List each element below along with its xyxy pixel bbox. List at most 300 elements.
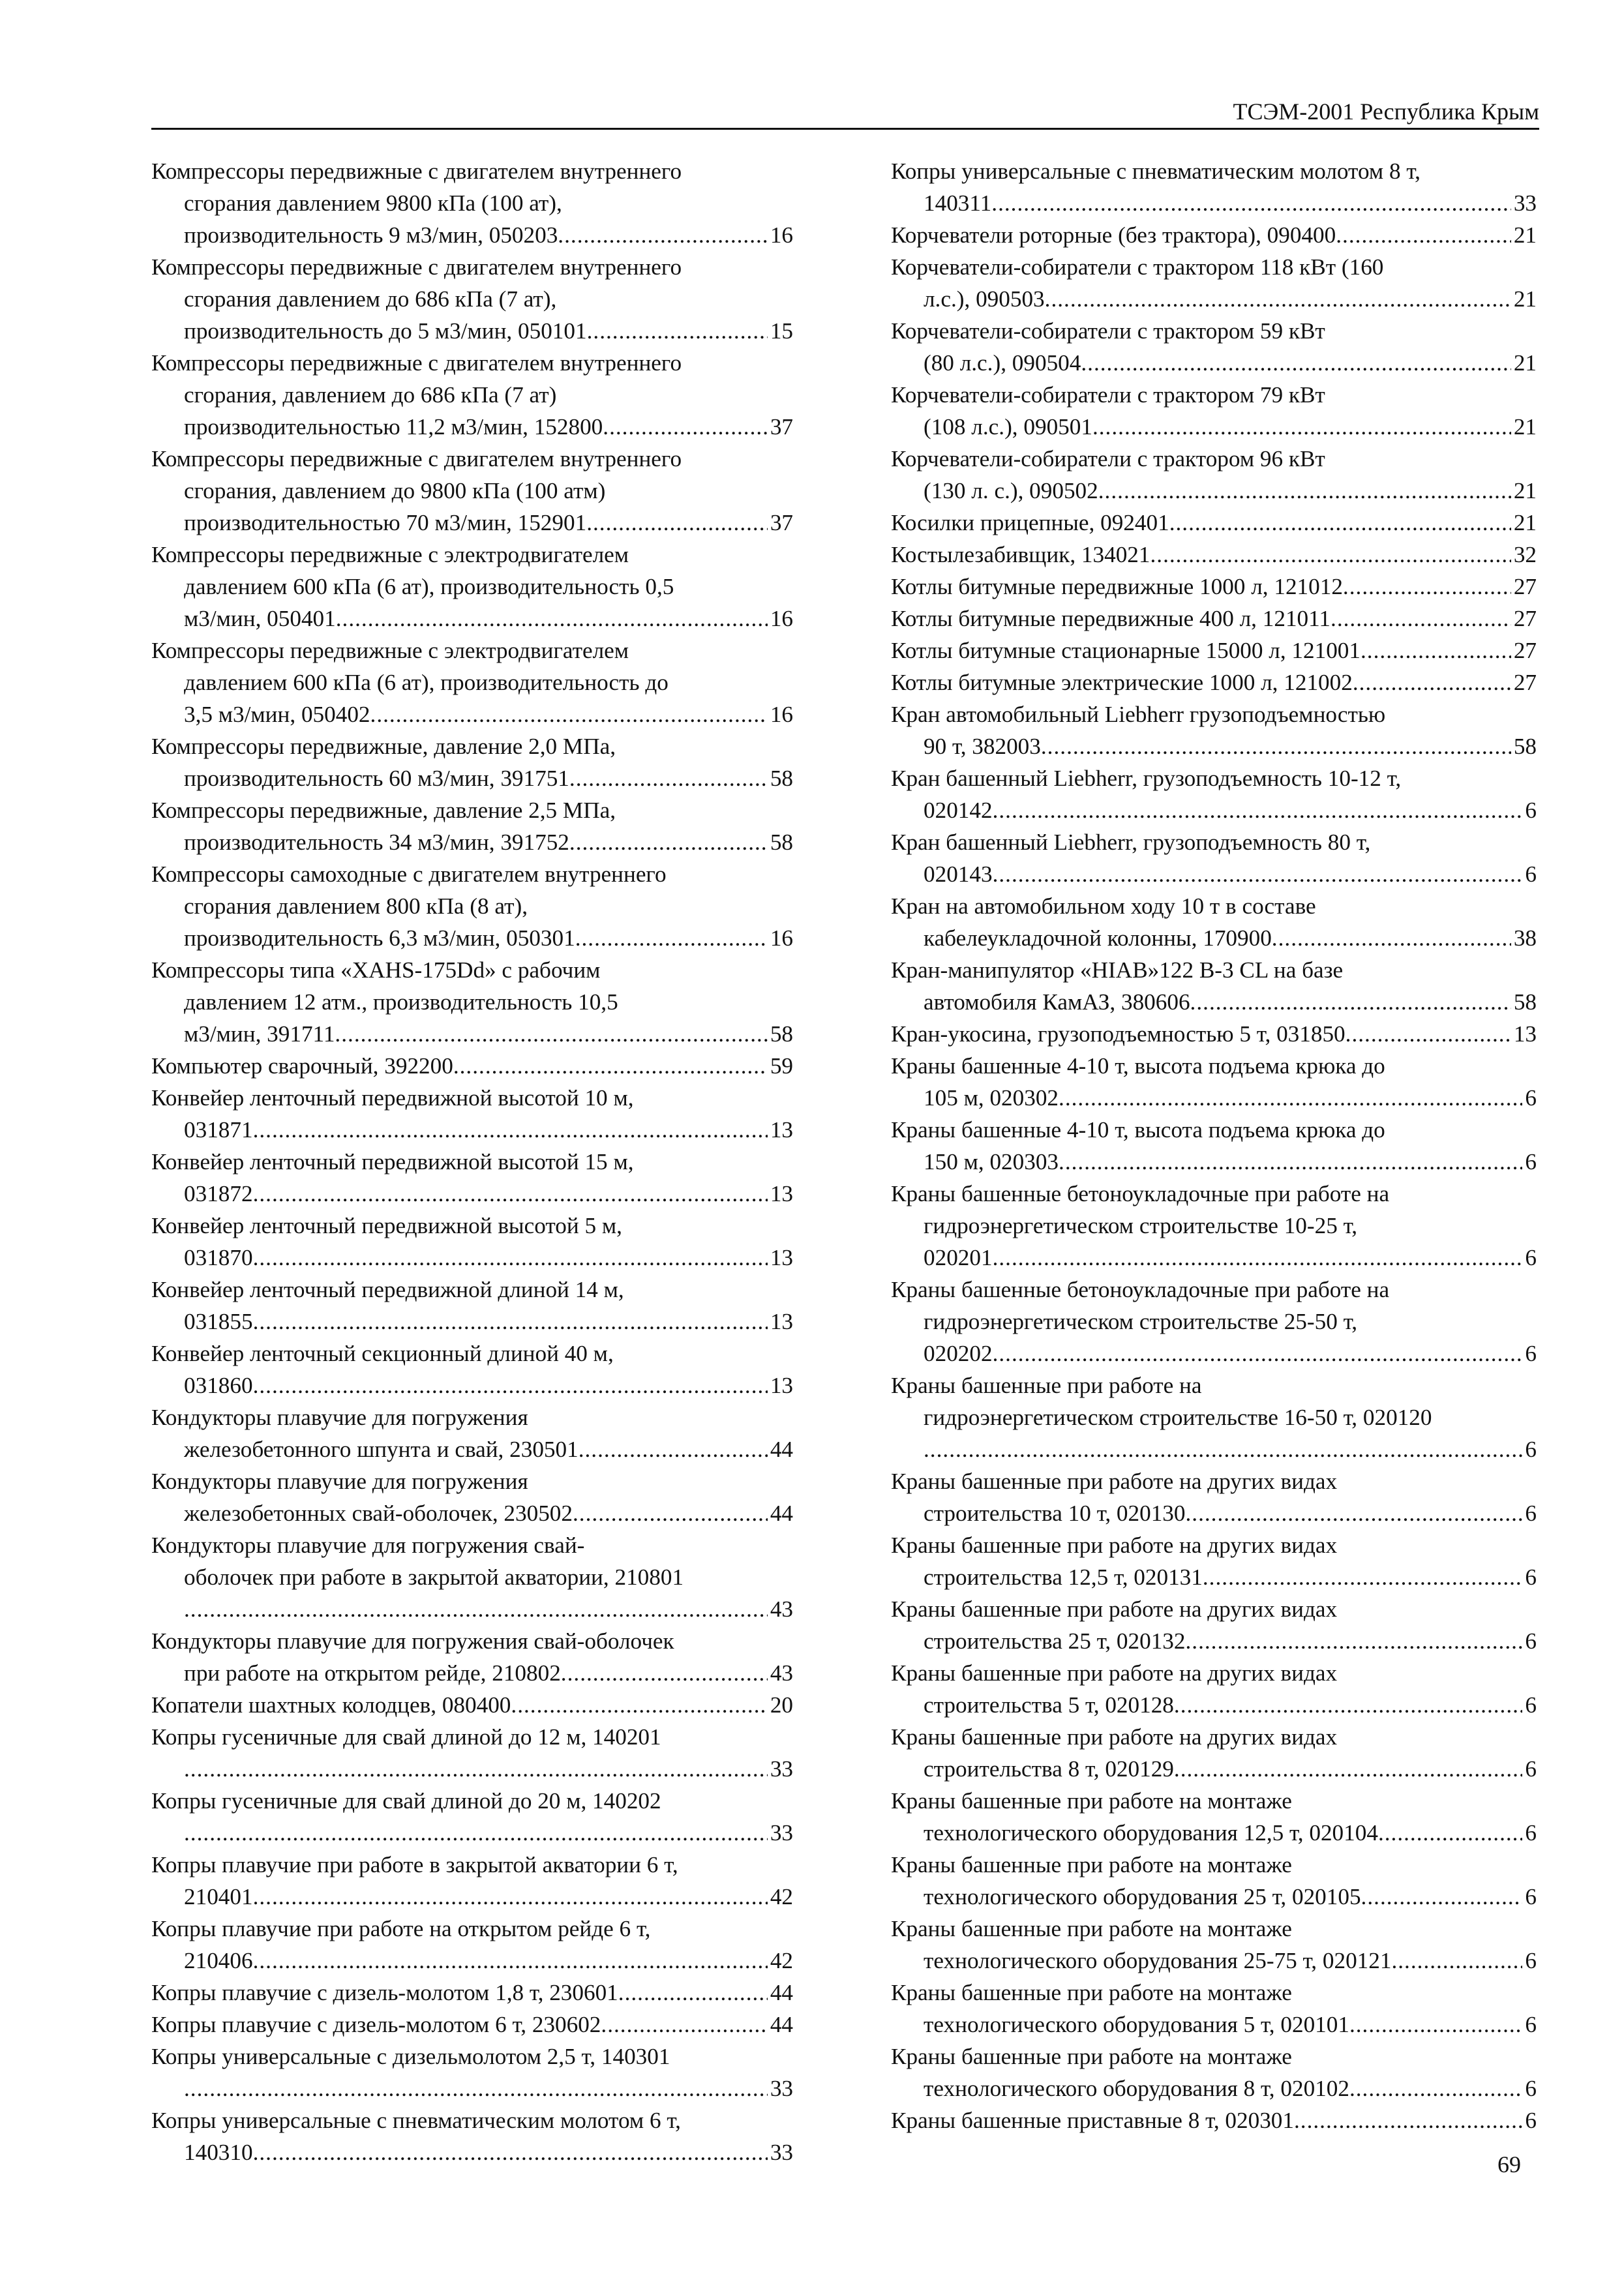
entry-text: Корчеватели роторные (без трактора), 090400 bbox=[891, 222, 1336, 248]
entry-page-number: 27 bbox=[1513, 670, 1537, 695]
dot-leader bbox=[184, 2072, 768, 2104]
entry-line: Компрессоры передвижные, давление 2,5 МПа, bbox=[151, 798, 616, 823]
entry-line: Копры универсальные с пневматическим молотом 8 т, bbox=[891, 158, 1421, 184]
dot-leader bbox=[1331, 603, 1511, 635]
index-entry bbox=[891, 1913, 1537, 1977]
entry-last-line bbox=[151, 1178, 793, 1210]
entry-last-line bbox=[891, 187, 1537, 219]
entry-last-line bbox=[891, 1433, 1537, 1465]
entry-line: Копры гусеничные для свай длиной до 12 м, 140201 bbox=[151, 1724, 661, 1750]
entry-line: Кран автомобильный Liebherr грузоподъемностью bbox=[891, 702, 1386, 727]
dot-leader bbox=[991, 187, 1511, 219]
entry-last-line bbox=[151, 1977, 793, 2009]
dot-leader bbox=[573, 1497, 768, 1529]
index-entry bbox=[891, 1465, 1537, 1529]
dot-leader bbox=[1098, 475, 1511, 507]
entry-text: м3/мин, 391711 bbox=[184, 1021, 335, 1047]
index-entry bbox=[151, 1050, 793, 1082]
entry-page-number: 42 bbox=[770, 1884, 793, 1909]
dot-leader bbox=[558, 219, 768, 251]
entry-line: сгорания, давлением до 9800 кПа (100 атм) bbox=[184, 478, 606, 503]
entry-page-number: 6 bbox=[1525, 1501, 1537, 1526]
entry-line: Кран на автомобильном ходу 10 т в составе bbox=[891, 893, 1316, 919]
entry-text: Котлы битумные электрические 1000 л, 121002 bbox=[891, 670, 1353, 695]
entry-page-number: 6 bbox=[1525, 1085, 1537, 1111]
entry-line: Компрессоры передвижные с двигателем внутреннего bbox=[151, 350, 682, 376]
index-entry bbox=[891, 507, 1537, 539]
entry-text: 3,5 м3/мин, 050402 bbox=[184, 702, 370, 727]
index-entry bbox=[151, 539, 793, 635]
entry-last-line bbox=[891, 2104, 1537, 2136]
index-entry bbox=[151, 1210, 793, 1274]
dot-leader bbox=[336, 603, 768, 635]
dot-leader bbox=[335, 1018, 767, 1050]
page-header bbox=[151, 94, 1539, 130]
dot-leader bbox=[569, 826, 768, 858]
dot-leader bbox=[184, 1593, 768, 1625]
entry-text: Копатели шахтных колодцев, 080400 bbox=[151, 1692, 511, 1718]
entry-last-line bbox=[151, 2009, 793, 2041]
entry-line: Копры универсальные с дизельмолотом 2,5 т, 140301 bbox=[151, 2044, 670, 2069]
entry-page-number: 6 bbox=[1525, 861, 1537, 887]
entry-last-line bbox=[891, 1625, 1537, 1657]
entry-page-number: 6 bbox=[1525, 1341, 1537, 1366]
entry-line: Краны башенные при работе на монтаже bbox=[891, 1852, 1292, 1878]
index-entry bbox=[151, 794, 793, 858]
index-entry bbox=[891, 2104, 1537, 2136]
index-entry bbox=[891, 1721, 1537, 1785]
index-entry bbox=[151, 251, 793, 347]
entry-page-number: 33 bbox=[1513, 190, 1537, 216]
index-entry bbox=[151, 1082, 793, 1146]
entry-page-number: 20 bbox=[770, 1692, 793, 1718]
dot-leader bbox=[1174, 1689, 1523, 1721]
entry-text: 031871 bbox=[184, 1117, 253, 1143]
entry-page-number: 13 bbox=[770, 1181, 793, 1206]
entry-last-line bbox=[151, 1497, 793, 1529]
entry-text: 031870 bbox=[184, 1245, 253, 1270]
dot-leader bbox=[370, 698, 768, 730]
index-entry bbox=[151, 155, 793, 251]
entry-line: Компрессоры передвижные с электродвигателем bbox=[151, 638, 629, 663]
entry-last-line bbox=[891, 1018, 1537, 1050]
index-entry bbox=[151, 730, 793, 794]
index-entry bbox=[891, 1977, 1537, 2041]
index-column-left bbox=[151, 155, 793, 2168]
index-entry bbox=[151, 858, 793, 954]
dot-leader bbox=[1059, 1082, 1522, 1114]
entry-last-line bbox=[151, 411, 793, 443]
entry-line: гидроэнергетическом строительстве 16-50 т, 020120 bbox=[924, 1405, 1432, 1430]
entry-last-line bbox=[151, 507, 793, 539]
entry-last-line bbox=[151, 315, 793, 347]
dot-leader bbox=[253, 1306, 768, 1338]
entry-line: Краны башенные при работе на монтаже bbox=[891, 1916, 1292, 1941]
entry-text: технологического оборудования 8 т, 020102 bbox=[924, 2076, 1349, 2101]
entry-last-line bbox=[891, 603, 1537, 635]
entry-line: сгорания давлением до 686 кПа (7 ат), bbox=[184, 286, 557, 312]
entry-last-line bbox=[151, 1306, 793, 1338]
entry-line: Кран башенный Liebherr, грузоподъемность 80 т, bbox=[891, 830, 1371, 855]
dot-leader bbox=[1174, 1753, 1523, 1785]
entry-last-line bbox=[891, 539, 1537, 571]
dot-leader bbox=[993, 1242, 1523, 1274]
entry-line: сгорания давлением 9800 кПа (100 ат), bbox=[184, 190, 562, 216]
entry-last-line bbox=[151, 219, 793, 251]
entry-page-number: 27 bbox=[1513, 638, 1537, 663]
dot-leader bbox=[1272, 922, 1511, 954]
entry-line: Кран-манипулятор «HIAB»122 В-3 CL на базе bbox=[891, 957, 1344, 983]
entry-text: технологического оборудования 25 т, 020105 bbox=[924, 1884, 1361, 1909]
entry-last-line bbox=[891, 283, 1537, 315]
dot-leader bbox=[1081, 347, 1511, 379]
entry-page-number: 21 bbox=[1513, 414, 1537, 440]
index-entry bbox=[891, 379, 1537, 443]
entry-page-number: 6 bbox=[1525, 2076, 1537, 2101]
entry-last-line bbox=[891, 1242, 1537, 1274]
entry-page-number: 59 bbox=[770, 1053, 793, 1079]
dot-leader bbox=[561, 1657, 768, 1689]
index-entry bbox=[891, 635, 1537, 666]
entry-last-line bbox=[151, 1050, 793, 1082]
dot-leader bbox=[1378, 1817, 1522, 1849]
entry-text: 140311 bbox=[924, 190, 992, 216]
index-entry bbox=[151, 1849, 793, 1913]
dot-leader bbox=[601, 2009, 767, 2041]
dot-leader bbox=[453, 1050, 768, 1082]
index-entry bbox=[151, 1529, 793, 1625]
entry-text: строительства 12,5 т, 020131 bbox=[924, 1564, 1203, 1590]
entry-page-number: 58 bbox=[770, 830, 793, 855]
entry-last-line bbox=[151, 922, 793, 954]
entry-text: 031855 bbox=[184, 1309, 253, 1334]
dot-leader bbox=[1150, 539, 1511, 571]
entry-last-line bbox=[891, 635, 1537, 666]
entry-text: производительность 34 м3/мин, 391752 bbox=[184, 830, 569, 855]
dot-leader bbox=[1361, 635, 1511, 666]
entry-page-number: 33 bbox=[770, 2140, 793, 2165]
entry-text: технологического оборудования 25-75 т, 020121 bbox=[924, 1948, 1392, 1973]
dot-leader bbox=[1059, 1146, 1522, 1178]
entry-line: Конвейер ленточный передвижной высотой 15 м, bbox=[151, 1149, 634, 1174]
entry-last-line bbox=[151, 1881, 793, 1913]
entry-text: производительностью 11,2 м3/мин, 152800 bbox=[184, 414, 603, 440]
entry-line: Краны башенные при работе на других видах bbox=[891, 1596, 1338, 1622]
entry-line: Краны башенные бетоноукладочные при работе на bbox=[891, 1181, 1390, 1206]
index-entry bbox=[151, 2104, 793, 2168]
dot-leader bbox=[253, 1242, 768, 1274]
entry-last-line bbox=[891, 219, 1537, 251]
entry-line: Компрессоры типа «XAHS-175Dd» с рабочим bbox=[151, 957, 601, 983]
entry-line: Краны башенные 4-10 т, высота подъема крюка до bbox=[891, 1053, 1385, 1079]
entry-page-number: 38 bbox=[1513, 925, 1537, 951]
entry-line: Конвейер ленточный передвижной высотой 5 м, bbox=[151, 1213, 622, 1238]
entry-page-number: 44 bbox=[770, 2012, 793, 2037]
index-entry bbox=[891, 1657, 1537, 1721]
entry-text: строительства 8 т, 020129 bbox=[924, 1756, 1174, 1782]
entry-last-line bbox=[151, 1433, 793, 1465]
entry-line: Краны башенные бетоноукладочные при работе на bbox=[891, 1277, 1390, 1302]
entry-last-line bbox=[891, 411, 1537, 443]
dot-leader bbox=[1361, 1881, 1523, 1913]
entry-last-line bbox=[151, 826, 793, 858]
entry-last-line bbox=[151, 698, 793, 730]
entry-page-number: 15 bbox=[770, 318, 793, 344]
entry-text: производительность до 5 м3/мин, 050101 bbox=[184, 318, 587, 344]
entry-page-number: 16 bbox=[770, 702, 793, 727]
entry-text: (80 л.с.), 090504 bbox=[924, 350, 1081, 376]
index-entry bbox=[891, 539, 1537, 571]
dot-leader bbox=[1346, 1018, 1511, 1050]
entry-text: строительства 5 т, 020128 bbox=[924, 1692, 1174, 1718]
index-entry bbox=[151, 443, 793, 539]
entry-last-line bbox=[151, 1369, 793, 1401]
entry-text: кабелеукладочной колонны, 170900 bbox=[924, 925, 1272, 951]
index-entry bbox=[151, 1913, 793, 1977]
index-entry bbox=[891, 1849, 1537, 1913]
entry-text: строительства 25 т, 020132 bbox=[924, 1628, 1186, 1654]
entry-page-number: 13 bbox=[770, 1373, 793, 1398]
index-entry bbox=[891, 603, 1537, 635]
entry-last-line bbox=[891, 986, 1537, 1018]
entry-last-line bbox=[151, 2072, 793, 2104]
entry-text: производительность 6,3 м3/мин, 050301 bbox=[184, 925, 575, 951]
index-entry bbox=[151, 1274, 793, 1338]
dot-leader bbox=[1169, 507, 1511, 539]
entry-page-number: 43 bbox=[770, 1660, 793, 1686]
entry-line: Краны башенные 4-10 т, высота подъема крюка до bbox=[891, 1117, 1385, 1143]
entry-page-number: 58 bbox=[1513, 734, 1537, 759]
dot-leader bbox=[1294, 2104, 1522, 2136]
entry-text: Костылезабивщик, 134021 bbox=[891, 542, 1150, 567]
entry-last-line bbox=[891, 1881, 1537, 1913]
entry-text: л.с.), 090503 bbox=[924, 286, 1045, 312]
index-entry bbox=[151, 347, 793, 443]
entry-line: Конвейер ленточный передвижной высотой 10 м, bbox=[151, 1085, 634, 1111]
entry-page-number: 16 bbox=[770, 925, 793, 951]
index-entry bbox=[891, 1369, 1537, 1465]
index-entry bbox=[151, 1625, 793, 1689]
index-entry bbox=[891, 1050, 1537, 1114]
index-entry bbox=[891, 954, 1537, 1018]
entry-line: Копры плавучие при работе в закрытой акватории 6 т, bbox=[151, 1852, 678, 1878]
dot-leader bbox=[924, 1433, 1522, 1465]
entry-page-number: 21 bbox=[1513, 222, 1537, 248]
dot-leader bbox=[184, 1817, 768, 1849]
entry-last-line bbox=[151, 1018, 793, 1050]
entry-text: автомобиля КамАЗ, 380606 bbox=[924, 989, 1190, 1015]
dot-leader bbox=[253, 1945, 768, 1977]
entry-line: Кондукторы плавучие для погружения свай- bbox=[151, 1533, 585, 1558]
dot-leader bbox=[993, 858, 1523, 890]
entry-text: м3/мин, 050401 bbox=[184, 606, 336, 631]
index-entry bbox=[151, 635, 793, 730]
index-entry bbox=[891, 1018, 1537, 1050]
entry-page-number: 6 bbox=[1525, 2108, 1537, 2133]
entry-last-line bbox=[151, 1817, 793, 1849]
dot-leader bbox=[184, 1753, 768, 1785]
entry-line: Компрессоры передвижные с двигателем внутреннего bbox=[151, 446, 682, 471]
dot-leader bbox=[1185, 1625, 1522, 1657]
entry-page-number: 13 bbox=[770, 1117, 793, 1143]
dot-leader bbox=[1190, 986, 1511, 1018]
entry-page-number: 44 bbox=[770, 1501, 793, 1526]
entry-line: Краны башенные при работе на bbox=[891, 1373, 1202, 1398]
entry-line: Кран башенный Liebherr, грузоподъемность 10-12 т, bbox=[891, 766, 1402, 791]
dot-leader bbox=[587, 315, 768, 347]
entry-page-number: 6 bbox=[1525, 1948, 1537, 1973]
entry-last-line bbox=[151, 1114, 793, 1146]
index-entry bbox=[891, 155, 1537, 219]
entry-page-number: 21 bbox=[1513, 350, 1537, 376]
dot-leader bbox=[575, 922, 768, 954]
entry-text: (108 л.с.), 090501 bbox=[924, 414, 1092, 440]
page-number: 69 bbox=[1497, 2151, 1521, 2177]
entry-text: производительность 60 м3/мин, 391751 bbox=[184, 766, 569, 791]
entry-last-line bbox=[891, 1945, 1537, 1977]
index-entry bbox=[151, 1721, 793, 1785]
index-entry bbox=[891, 1785, 1537, 1849]
entry-page-number: 32 bbox=[1513, 542, 1537, 567]
dot-leader bbox=[253, 1114, 768, 1146]
entry-page-number: 21 bbox=[1513, 478, 1537, 503]
entry-line: Компрессоры передвижные с двигателем внутреннего bbox=[151, 254, 682, 280]
index-entry bbox=[891, 443, 1537, 507]
dot-leader bbox=[1045, 283, 1511, 315]
entry-page-number: 13 bbox=[1513, 1021, 1537, 1047]
dot-leader bbox=[1349, 2009, 1522, 2041]
entry-text: Копры плавучие с дизель-молотом 1,8 т, 230601 bbox=[151, 1980, 618, 2005]
entry-last-line bbox=[151, 1945, 793, 1977]
entry-line: сгорания, давлением до 686 кПа (7 ат) bbox=[184, 382, 557, 408]
entry-page-number: 21 bbox=[1513, 510, 1537, 535]
entry-page-number: 33 bbox=[770, 1756, 793, 1782]
dot-leader bbox=[253, 2136, 768, 2168]
entry-text: Краны башенные приставные 8 т, 020301 bbox=[891, 2108, 1294, 2133]
entry-text: при работе на открытом рейде, 210802 bbox=[184, 1660, 561, 1686]
entry-line: Кондукторы плавучие для погружения bbox=[151, 1405, 528, 1430]
index-entry bbox=[891, 251, 1537, 315]
index-entry bbox=[891, 698, 1537, 762]
entry-page-number: 44 bbox=[770, 1437, 793, 1462]
entry-page-number: 6 bbox=[1525, 1884, 1537, 1909]
entry-last-line bbox=[151, 1689, 793, 1721]
entry-text: Косилки прицепные, 092401 bbox=[891, 510, 1169, 535]
entry-page-number: 6 bbox=[1525, 798, 1537, 823]
entry-last-line bbox=[891, 1338, 1537, 1369]
entry-text: производительностью 70 м3/мин, 152901 bbox=[184, 510, 587, 535]
dot-leader bbox=[993, 794, 1523, 826]
entry-text: 90 т, 382003 bbox=[924, 734, 1041, 759]
entry-last-line bbox=[891, 2009, 1537, 2041]
entry-line: Корчеватели-собиратели с трактором 79 кВт bbox=[891, 382, 1325, 408]
entry-text: 020143 bbox=[924, 861, 993, 887]
index-entry bbox=[891, 219, 1537, 251]
header-title: ТСЭМ-2001 Республика Крым bbox=[1233, 98, 1539, 125]
entry-last-line bbox=[891, 1689, 1537, 1721]
index-entry bbox=[891, 571, 1537, 603]
entry-page-number: 58 bbox=[770, 1021, 793, 1047]
entry-line: Краны башенные при работе на других видах bbox=[891, 1724, 1338, 1750]
entry-page-number: 16 bbox=[770, 606, 793, 631]
index-entry bbox=[151, 1338, 793, 1401]
dot-leader bbox=[586, 507, 768, 539]
entry-page-number: 6 bbox=[1525, 1245, 1537, 1270]
dot-leader bbox=[511, 1689, 767, 1721]
entry-text: производительность 9 м3/мин, 050203 bbox=[184, 222, 558, 248]
entry-line: Компрессоры самоходные с двигателем внутреннего bbox=[151, 861, 667, 887]
entry-page-number: 58 bbox=[770, 766, 793, 791]
entry-text: Котлы битумные передвижные 1000 л, 121012 bbox=[891, 574, 1343, 599]
entry-line: Краны башенные при работе на других видах bbox=[891, 1533, 1338, 1558]
index-entry bbox=[891, 1178, 1537, 1274]
entry-text: Котлы битумные стационарные 15000 л, 121001 bbox=[891, 638, 1361, 663]
index-entry bbox=[151, 2009, 793, 2041]
index-entry bbox=[151, 1401, 793, 1465]
entry-text: железобетонных свай-оболочек, 230502 bbox=[184, 1501, 573, 1526]
dot-leader bbox=[1092, 411, 1511, 443]
entry-last-line bbox=[891, 1146, 1537, 1178]
entry-line: Краны башенные при работе на других видах bbox=[891, 1660, 1338, 1686]
index-entry bbox=[151, 954, 793, 1050]
dot-leader bbox=[618, 1977, 768, 2009]
dot-leader bbox=[1349, 2072, 1522, 2104]
entry-text: Котлы битумные передвижные 400 л, 121011 bbox=[891, 606, 1331, 631]
entry-line: Корчеватели-собиратели с трактором 118 кВт (160 bbox=[891, 254, 1384, 280]
index-entry bbox=[151, 1977, 793, 2009]
dot-leader bbox=[253, 1178, 768, 1210]
entry-page-number: 37 bbox=[770, 510, 793, 535]
entry-page-number: 27 bbox=[1513, 574, 1537, 599]
index-column-right bbox=[891, 155, 1537, 2136]
entry-text: Кран-укосина, грузоподъемностью 5 т, 031850 bbox=[891, 1021, 1346, 1047]
entry-page-number: 6 bbox=[1525, 1628, 1537, 1654]
entry-last-line bbox=[891, 1497, 1537, 1529]
dot-leader bbox=[1343, 571, 1511, 603]
entry-line: Кондукторы плавучие для погружения свай-оболочек bbox=[151, 1628, 674, 1654]
index-entry bbox=[891, 1593, 1537, 1657]
entry-page-number: 43 bbox=[770, 1596, 793, 1622]
entry-last-line bbox=[151, 603, 793, 635]
dot-leader bbox=[1391, 1945, 1522, 1977]
entry-last-line bbox=[891, 347, 1537, 379]
index-entry bbox=[151, 1689, 793, 1721]
entry-line: Конвейер ленточный передвижной длиной 14 м, bbox=[151, 1277, 624, 1302]
dot-leader bbox=[993, 1338, 1523, 1369]
entry-line: Краны башенные при работе на монтаже bbox=[891, 1980, 1292, 2005]
entry-text: 020201 bbox=[924, 1245, 993, 1270]
entry-last-line bbox=[891, 1082, 1537, 1114]
entry-page-number: 6 bbox=[1525, 1564, 1537, 1590]
entry-text: Компьютер сварочный, 392200 bbox=[151, 1053, 453, 1079]
index-entry bbox=[891, 1114, 1537, 1178]
entry-last-line bbox=[151, 762, 793, 794]
index-entry bbox=[151, 2041, 793, 2104]
entry-last-line bbox=[891, 922, 1537, 954]
entry-page-number: 44 bbox=[770, 1980, 793, 2005]
entry-last-line bbox=[151, 1593, 793, 1625]
entry-line: Конвейер ленточный секционный длиной 40 м, bbox=[151, 1341, 614, 1366]
entry-last-line bbox=[151, 1242, 793, 1274]
entry-page-number: 16 bbox=[770, 222, 793, 248]
entry-page-number: 37 bbox=[770, 414, 793, 440]
entry-page-number: 6 bbox=[1525, 1149, 1537, 1174]
entry-last-line bbox=[891, 666, 1537, 698]
entry-page-number: 6 bbox=[1525, 2012, 1537, 2037]
entry-text: (130 л. с.), 090502 bbox=[924, 478, 1098, 503]
entry-line: Краны башенные при работе на других видах bbox=[891, 1469, 1338, 1494]
dot-leader bbox=[1185, 1497, 1522, 1529]
